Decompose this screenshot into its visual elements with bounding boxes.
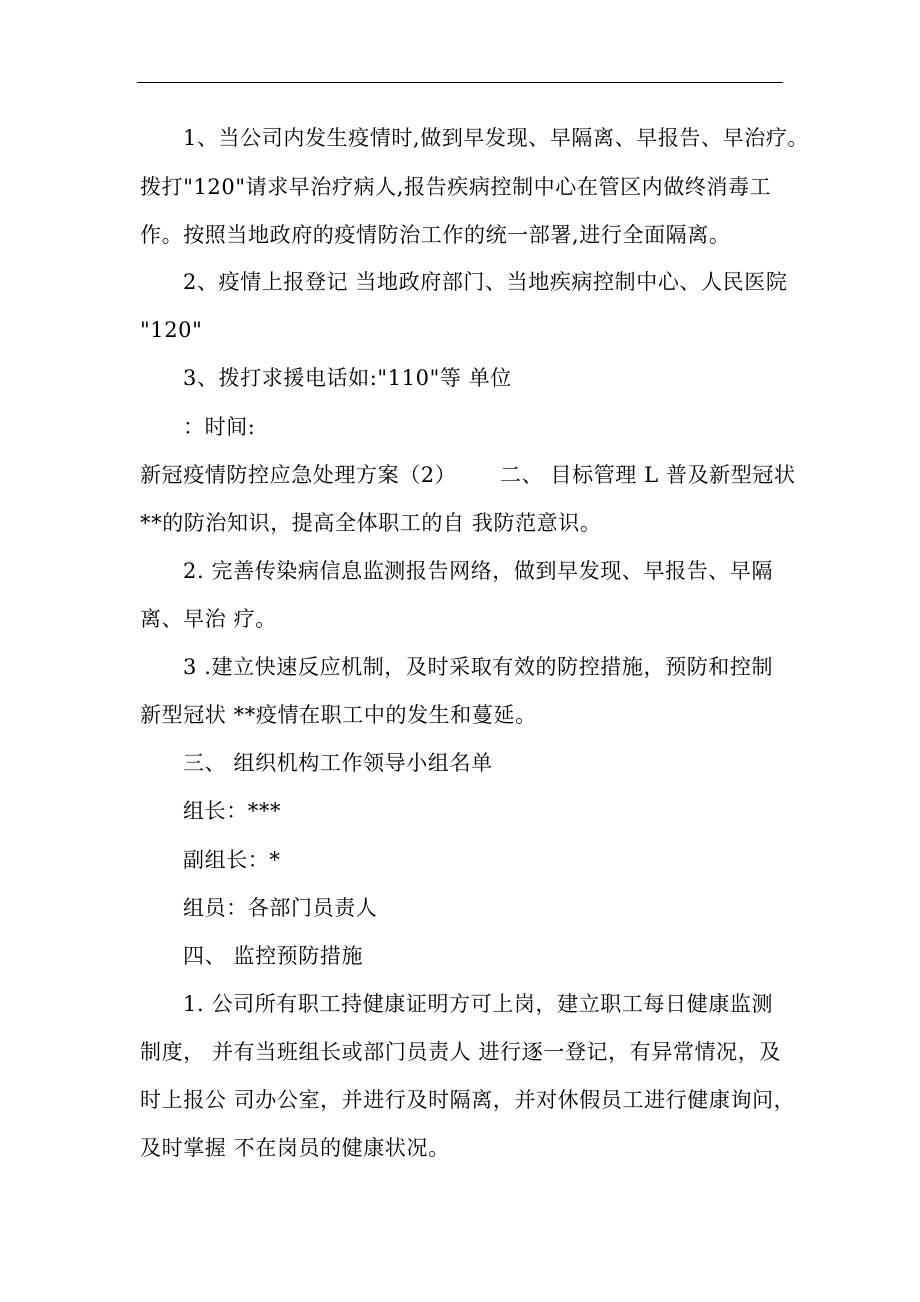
paragraph-line-4: 2、疫情上报登记 当地政府部门、当地疾病控制中心、人民医院	[183, 270, 788, 294]
paragraph-line-8: 新冠疫情防控应急处理方案（2） 二、 目标管理 L 普及新型冠状	[140, 463, 796, 487]
paragraph-line-17: 组员：各部门员责人	[183, 896, 378, 920]
paragraph-line-13: 新型冠状 **疫情在职工中的发生和蔓延。	[140, 703, 537, 727]
paragraph-line-7: ：时间:	[183, 415, 256, 439]
paragraph-line-11: 离、早治 疗。	[140, 607, 277, 631]
paragraph-line-3: 作。按照当地政府的疫情防治工作的统一部署,进行全面隔离。	[140, 223, 731, 247]
section-heading-3: 三、 组织机构工作领导小组名单	[183, 751, 493, 775]
paragraph-line-20: 制度， 并有当班组长或部门员责人 进行逐一登记，有异常情况，及	[140, 1040, 781, 1064]
paragraph-line-12: 3 .建立快速反应机制，及时采取有效的防控措施，预防和控制	[183, 655, 774, 679]
paragraph-line-6: 3、拨打求援电话如:"110"等 单位	[183, 366, 512, 390]
paragraph-line-1: 1、当公司内发生疫情时,做到早发现、早隔离、早报告、早治疗。	[183, 126, 810, 150]
paragraph-line-5: "120"	[140, 318, 203, 342]
paragraph-line-15: 组长：***	[183, 799, 282, 823]
paragraph-line-21: 时上报公 司办公室，并进行及时隔离，并对休假员工进行健康询问，	[140, 1088, 796, 1112]
paragraph-line-19: 1. 公司所有职工持健康证明方可上岗，建立职工每日健康监测	[183, 992, 774, 1016]
paragraph-line-2: 拨打"120"请求早治疗病人,报告疾病控制中心在管区内做终消毒工	[140, 175, 772, 199]
paragraph-line-10: 2. 完善传染病信息监测报告网络，做到早发现、早报告、早隔	[183, 559, 774, 583]
section-heading-4: 四、 监控预防措施	[183, 944, 364, 968]
paragraph-line-9: **的防治知识，提高全体职工的自 我防范意识。	[140, 511, 602, 535]
paragraph-line-16: 副组长：*	[183, 848, 281, 872]
paragraph-line-22: 及时掌握 不在岗员的健康状况。	[140, 1136, 450, 1160]
header-rule	[137, 82, 783, 83]
